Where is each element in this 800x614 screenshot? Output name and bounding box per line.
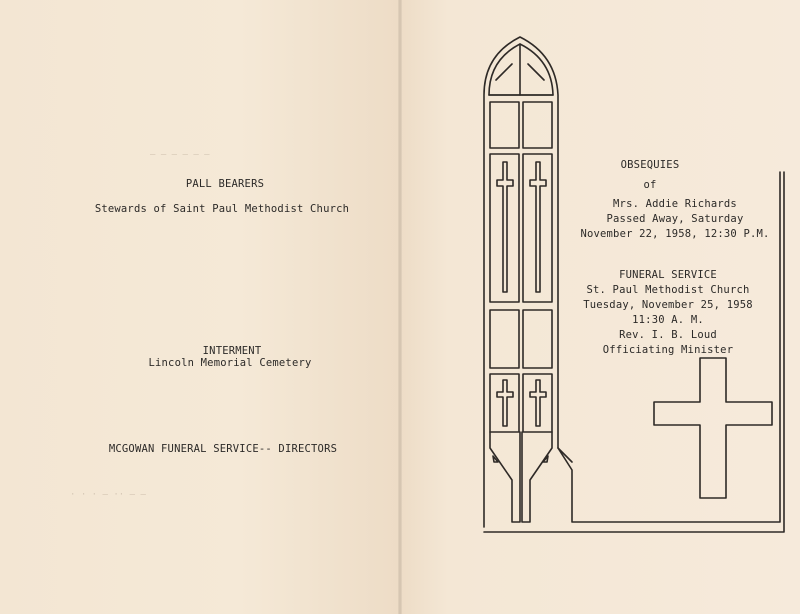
interment-heading: INTERMENT: [202, 345, 262, 357]
pane-cross-icon: [530, 162, 546, 292]
pane-cross-icon: [497, 162, 513, 292]
pall-bearers-heading: PALL BEARERS: [185, 178, 265, 190]
bleed-through-text: — — — — — —: [150, 150, 210, 160]
passed-away-line: Passed Away, Saturday: [606, 213, 744, 225]
deceased-name: Mrs. Addie Richards: [613, 198, 737, 210]
large-cross-icon: [654, 358, 772, 498]
service-church: St. Paul Methodist Church: [586, 284, 750, 296]
service-time: 11:30 A. M.: [632, 314, 704, 326]
pane-cross-icon: [530, 380, 546, 426]
passed-away-date: November 22, 1958, 12:30 P.M.: [580, 228, 770, 240]
service-date: Tuesday, November 25, 1958: [583, 299, 753, 311]
pane-cross-icon: [497, 380, 513, 426]
obsequies-title: OBSEQUIES: [620, 159, 680, 171]
pall-bearers-text: Stewards of Saint Paul Methodist Church: [94, 203, 350, 215]
window-arch: [489, 44, 553, 95]
obsequies-of: of: [643, 179, 657, 191]
minister-name: Rev. I. B. Loud: [619, 329, 717, 341]
service-heading: FUNERAL SERVICE: [619, 269, 717, 281]
funeral-director: MCGOWAN FUNERAL SERVICE-- DIRECTORS: [108, 443, 338, 455]
deceased-block: [570, 197, 780, 242]
bleed-through-text: · · · — ·· — —: [70, 490, 146, 500]
interment-place: Lincoln Memorial Cemetery: [148, 357, 312, 369]
obsequies-block: [560, 158, 740, 193]
service-block: [568, 268, 768, 358]
minister-role: Officiating Minister: [602, 344, 734, 356]
